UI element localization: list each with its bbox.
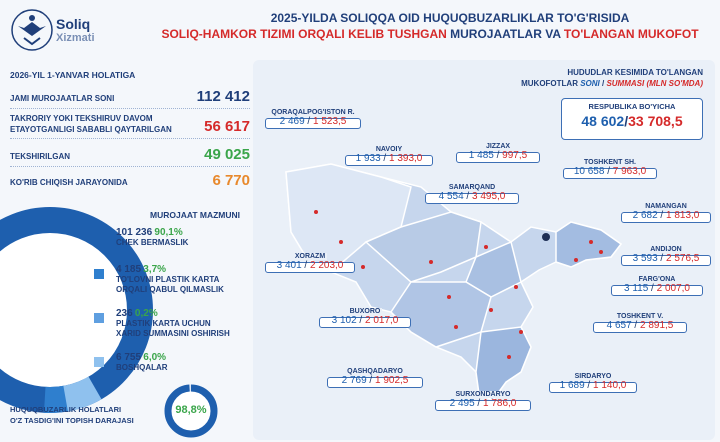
confirm-label-line1: HUQUQBUZARLIK HOLATLARI [10, 405, 122, 414]
region-sum: 3 495,0 [472, 191, 506, 202]
stat-value: 49 025 [204, 146, 250, 163]
legend-item [116, 265, 224, 295]
legend-percent: 3,7% [143, 264, 167, 275]
region-name: NAMANGAN [645, 203, 687, 210]
legend-swatch [94, 357, 104, 367]
legend-percent: 90,1% [154, 227, 183, 238]
map-title-line2 [521, 79, 703, 88]
region-box: NAVOIY 1 933 / 1 393,0 [345, 155, 433, 166]
header-part-b: MUROJAATLAR [450, 27, 542, 41]
region-sum: 1 523,5 [313, 116, 347, 127]
content-title: MUROJAAT MAZMUNI [150, 210, 241, 220]
map-title-sum: SUMMASI (MLN SO'MDA) [606, 79, 703, 88]
legend-percent: 6,0% [143, 352, 167, 363]
legend-label-line1: BOSHQALAR [116, 363, 168, 372]
legend-count: 236 [116, 308, 133, 319]
map-title-part: MUKOFOTLAR [521, 79, 581, 88]
brand-subname: Xizmati [56, 32, 95, 44]
legend-percent: 0,2% [134, 308, 158, 319]
header-title-line2 [145, 27, 715, 41]
region-sum: 1 140,0 [593, 380, 627, 391]
region-box: ANDIJON 3 593 / 2 576,5 [621, 255, 711, 266]
region-count: 4 657 [606, 320, 632, 331]
region-count: 3 115 [623, 283, 649, 294]
region-name: SURXONDARYO [455, 391, 511, 398]
region-count: 4 554 [438, 191, 464, 202]
region-sum: 2 017,0 [365, 315, 399, 326]
stat-label-line2: ETAYOTGANLIGI SABABLI QAYTARILGAN [10, 125, 172, 134]
header-title-line1: 2025-YILDA SOLIQQA OID HUQUQBUZARLIKLAR TO'G'RISIDA [270, 11, 630, 25]
region-name: JIZZAX [485, 143, 511, 150]
region-box: FARG'ONA 3 115 / 2 007,0 [611, 285, 703, 296]
legend-label-line1: CHEK BERMASLIK [116, 238, 189, 247]
region-box: QORAQALPOG'ISTON R. 2 469 / 1 523,5 [265, 118, 361, 129]
region-box: SIRDARYO 1 689 / 1 140,0 [549, 382, 637, 393]
region-sum: 1 393,0 [389, 153, 423, 164]
region-name: ANDIJON [650, 246, 682, 253]
region-name: TOSHKENT V. [616, 313, 664, 320]
legend-label-line1: TO'LOVNI PLASTIK KARTA [116, 275, 220, 284]
legend-item [116, 353, 168, 373]
legend-item [116, 309, 230, 339]
region-box: SAMARQAND 4 554 / 3 495,0 [425, 193, 519, 204]
region-name: TOSHKENT SH. [584, 159, 636, 166]
region-sum: 1 813,0 [666, 210, 700, 221]
legend-label-line2: XARID SUMMASINI OSHIRISH [116, 329, 230, 338]
region-box: NAMANGAN 2 682 / 1 813,0 [621, 212, 711, 223]
header-part-c: VA [541, 27, 564, 41]
region-count: 2 495 [449, 398, 475, 409]
legend-count: 4 185 [116, 264, 142, 275]
regions-panel [253, 60, 715, 440]
legend-swatch [94, 313, 104, 323]
region-box: TOSHKENT V. 4 657 / 2 891,5 [593, 322, 687, 333]
stat-label: TEKSHIRILGAN [10, 152, 70, 161]
region-sum: 1 902,5 [375, 375, 409, 386]
region-name: SAMARQAND [448, 184, 496, 191]
legend-count: 101 236 [116, 227, 153, 238]
stat-label-line1: TAKRORIY YOKI TEKSHIRUV DAVOM [10, 114, 153, 123]
brand-name: Soliq [56, 16, 91, 32]
region-sum: 2 891,5 [640, 320, 674, 331]
legend-swatch [94, 269, 104, 279]
stat-checked [10, 146, 250, 167]
region-name: QORAQALPOG'ISTON R. [271, 109, 355, 116]
republic-count: 48 602 [581, 113, 625, 129]
region-name: XORAZM [294, 253, 326, 260]
region-count: 1 485 [468, 150, 494, 161]
region-count: 2 769 [341, 375, 367, 386]
region-box: TOSHKENT SH. 10 658 / 7 963,0 [563, 168, 657, 179]
region-box: JIZZAX 1 485 / 997,5 [456, 152, 540, 163]
stat-label: JAMI MUROJAATLAR SONI [10, 94, 115, 103]
republic-sum: 33 708,5 [628, 113, 683, 129]
region-box: SURXONDARYO 2 495 / 1 786,0 [435, 400, 531, 411]
region-name: BUXORO [349, 308, 381, 315]
region-count: 2 682 [632, 210, 658, 221]
confirm-label-line2: O'Z TASDIG'INI TOPISH DARAJASI [10, 416, 134, 425]
header-part-d: TO'LANGAN MUKOFOT [563, 27, 699, 41]
stat-total [10, 88, 250, 109]
header-part-a: SOLIQ-HAMKOR TIZIMI ORQALI KELIB TUSHGAN [161, 27, 451, 41]
region-sum: 2 576,5 [666, 253, 700, 264]
stat-returned [10, 114, 250, 139]
region-name: QASHQADARYO [347, 368, 403, 375]
region-count: 2 469 [279, 116, 305, 127]
stat-value: 112 412 [196, 88, 250, 105]
region-sum: 997,5 [502, 150, 528, 161]
stat-in-progress [10, 172, 250, 192]
legend-label-line1: PLASTIK KARTA UCHUN [116, 319, 211, 328]
region-count: 1 933 [355, 153, 381, 164]
stat-label: KO'RIB CHIQISH JARAYONIDA [10, 178, 128, 187]
stat-value: 56 617 [204, 118, 250, 135]
brand-logo [10, 8, 120, 56]
region-name: SIRDARYO [574, 373, 612, 380]
map-title-count: SONI [580, 79, 600, 88]
legend-count: 6 755 [116, 352, 142, 363]
date-line: 2026-YIL 1-YANVAR HOLATIGA [10, 70, 136, 80]
eagle-emblem-icon [10, 8, 54, 52]
confirm-percent: 98,8% [175, 404, 207, 416]
legend-item [116, 228, 188, 248]
region-box: QASHQADARYO 2 769 / 1 902,5 [327, 377, 423, 388]
region-count: 3 401 [276, 260, 302, 271]
region-count: 10 658 [573, 166, 605, 177]
region-name: NAVOIY [375, 146, 403, 153]
legend-label-line2: ORQALI QABUL QILMASLIK [116, 285, 224, 294]
map-title-line1: HUDUDLAR KESIMIDA TO'LANGAN [567, 68, 703, 77]
region-sum: 7 963,0 [612, 166, 647, 177]
region-count: 1 689 [559, 380, 585, 391]
region-sum: 1 786,0 [483, 398, 517, 409]
region-sum: 2 007,0 [656, 283, 690, 294]
map-title-sep: / [599, 79, 607, 88]
legend-swatch [94, 232, 104, 242]
republic-label: RESPUBLIKA BO'YICHA [588, 102, 676, 111]
region-sum: 2 203,0 [310, 260, 344, 271]
region-name: FARG'ONA [638, 276, 676, 283]
capital-marker [542, 233, 550, 241]
stat-value: 6 770 [212, 172, 250, 189]
republic-total-box: RESPUBLIKA BO'YICHA 48 602/33 708,5 [561, 98, 703, 140]
region-count: 3 593 [632, 253, 658, 264]
region-count: 3 102 [331, 315, 357, 326]
region-box: XORAZM 3 401 / 2 203,0 [265, 262, 355, 273]
region-box: BUXORO 3 102 / 2 017,0 [319, 317, 411, 328]
